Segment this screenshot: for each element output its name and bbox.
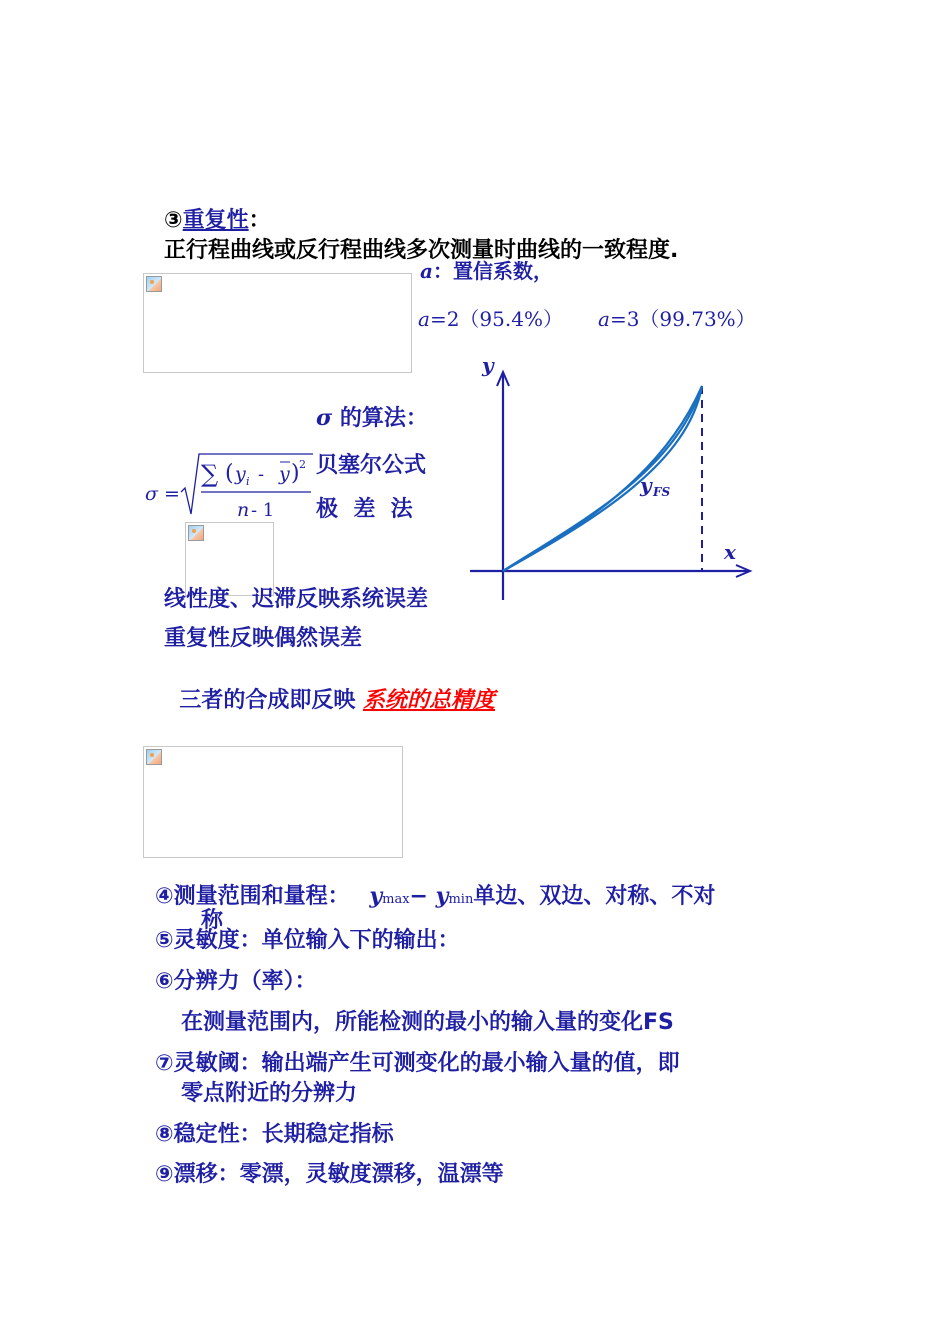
a-symbol-3: a <box>598 307 610 331</box>
item-4-max-sub: max <box>382 892 410 907</box>
heading-number: ③ <box>164 208 183 233</box>
formula-lhs: σ = <box>145 483 180 505</box>
formula-n: n <box>237 499 250 521</box>
formula-ybar: y <box>279 463 290 485</box>
sigma-formula <box>145 448 315 523</box>
curve-lower <box>503 386 702 571</box>
sigma-formula-svg <box>145 448 315 523</box>
item-4-min-sub: min <box>448 892 474 907</box>
summary-line-2: 重复性反映偶然误差 <box>164 626 363 651</box>
item-8-stability: ⑧稳定性：长期稳定指标 <box>155 1122 394 1147</box>
formula-sum: ∑ <box>201 460 219 488</box>
a-symbol: a <box>420 259 433 283</box>
formula-i: i <box>246 475 250 488</box>
curve-label-sub: FS <box>653 485 671 499</box>
formula-sq: 2 <box>299 458 306 471</box>
curve-upper <box>503 386 702 571</box>
curve-label-y: y <box>640 473 652 497</box>
item-4-ymax: y <box>369 883 383 909</box>
confidence-value-2 <box>418 303 563 332</box>
broken-image-icon <box>146 749 162 765</box>
formula-den-rest: - 1 <box>251 500 275 521</box>
range-method-label: 极 差 法 <box>316 497 413 522</box>
sigma-algorithm-title <box>316 401 428 432</box>
a-symbol-2: a <box>418 307 430 331</box>
item-4-dash: − <box>409 884 428 909</box>
graph-svg <box>460 352 760 604</box>
broken-image-icon <box>146 276 162 292</box>
formula-paren-close: ) <box>291 461 300 486</box>
repeatability-definition: 正行程曲线或反行程曲线多次测量时曲线的一致程度. <box>164 238 679 263</box>
broken-image-icon <box>188 525 204 541</box>
formula-yi: y <box>235 463 246 485</box>
item-4-ymin: y <box>435 883 449 909</box>
item-4-measurement-range <box>155 879 715 910</box>
a3-text: =3（99.73%） <box>609 307 756 331</box>
heading-colon: ： <box>248 208 271 233</box>
item-6-resolution: ⑥分辨力（率）： <box>155 969 317 994</box>
sigma-symbol: σ <box>316 405 333 431</box>
section-heading <box>164 203 271 234</box>
summary-line-1: 线性度、迟滞反映系统误差 <box>164 587 429 612</box>
a2-text: =2（95.4%） <box>429 307 563 331</box>
item-5-sensitivity: ⑤灵敏度：单位输入下的输出： <box>155 928 460 953</box>
formula-paren-open: ( <box>225 461 234 486</box>
bessel-formula-label: 贝塞尔公式 <box>316 453 427 478</box>
image-placeholder-3 <box>143 746 403 858</box>
item-4-rest: 单边、双边、对称、不对 <box>473 884 716 909</box>
item-6-detail: 在测量范围内，所能检测的最小的输入量的变化FS <box>181 1010 674 1035</box>
curve-middle <box>503 386 702 571</box>
y-axis-label: y <box>482 353 494 377</box>
item-4-title: 测量范围和量程： <box>173 884 350 909</box>
item-4-number: ④ <box>155 884 174 909</box>
confidence-value-3 <box>598 303 756 332</box>
item-9-drift: ⑨漂移：零漂，灵敏度漂移，温漂等 <box>155 1162 504 1187</box>
summary-line-3-prefix: 三者的合成即反映 <box>179 688 363 713</box>
item-4-overflow: 称 <box>201 908 224 933</box>
item-7-threshold-line-1: ⑦灵敏阈：输出端产生可测变化的最小输入量的值，即 <box>155 1051 680 1076</box>
image-placeholder-1 <box>143 273 412 373</box>
heading-link[interactable]: 重复性 <box>182 208 249 233</box>
total-accuracy-emphasis: 系统的总精度 <box>363 688 496 713</box>
confidence-coefficient-label <box>420 255 553 284</box>
formula-minus: - <box>258 464 265 485</box>
x-axis-label: x <box>724 540 736 564</box>
repeatability-graph <box>460 352 760 604</box>
summary-line-3 <box>164 658 495 714</box>
item-7-threshold-line-2: 零点附近的分辨力 <box>181 1081 358 1106</box>
algo-title: 的算法： <box>339 406 428 431</box>
confidence-text: ：置信系数， <box>432 259 553 283</box>
